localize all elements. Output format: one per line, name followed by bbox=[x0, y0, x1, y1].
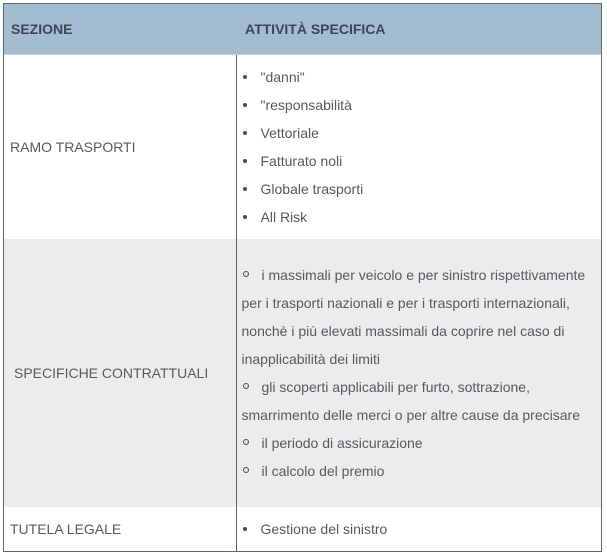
table-row bbox=[4, 239, 601, 507]
table-row bbox=[4, 55, 601, 239]
list-item: Fatturato noli bbox=[237, 147, 602, 175]
circle-bullet-icon bbox=[243, 467, 249, 473]
section-cell: TUTELA LEGALE bbox=[4, 507, 236, 552]
circle-bullet-icon bbox=[243, 439, 249, 445]
table-header-row bbox=[4, 4, 601, 55]
bullet-list bbox=[237, 515, 602, 543]
section-cell: RAMO TRASPORTI bbox=[4, 55, 236, 239]
circle-list bbox=[237, 261, 602, 485]
list-item: gli scoperti applicabili per furto, sottrazione, smarrimento delle merci o per altre cause da precisare bbox=[241, 378, 580, 423]
activities-table bbox=[4, 4, 601, 552]
header-sezione: SEZIONE bbox=[4, 4, 236, 55]
section-cell: SPECIFICHE CONTRATTUALI bbox=[4, 239, 236, 507]
list-item: All Risk bbox=[237, 203, 602, 231]
list-item: "danni" bbox=[237, 63, 602, 91]
list-item: il periodo di assicurazione bbox=[242, 429, 594, 457]
list-item: Globale trasporti bbox=[237, 175, 602, 203]
list-item: i massimali per veicolo e per sinistro rispettivamente per i trasporti nazionali e per i trasporti internazionali, nonchè i più elevati massimali da coprire nel caso di inapplicabilità dei limiti bbox=[241, 266, 586, 367]
activity-cell bbox=[236, 239, 601, 507]
circle-bullet-icon bbox=[243, 383, 249, 389]
activity-cell bbox=[236, 55, 601, 239]
header-attivita-specifica: ATTIVITÀ SPECIFICA bbox=[236, 4, 601, 55]
activities-table-container bbox=[3, 3, 602, 552]
list-item: "responsabilità bbox=[237, 91, 602, 119]
list-item: il calcolo del premio bbox=[242, 457, 594, 485]
activity-cell bbox=[236, 507, 601, 552]
table-row bbox=[4, 507, 601, 552]
list-item: Vettoriale bbox=[237, 119, 602, 147]
bullet-list bbox=[237, 63, 602, 231]
list-item: Gestione del sinistro bbox=[237, 515, 602, 543]
circle-bullet-icon bbox=[243, 271, 249, 277]
